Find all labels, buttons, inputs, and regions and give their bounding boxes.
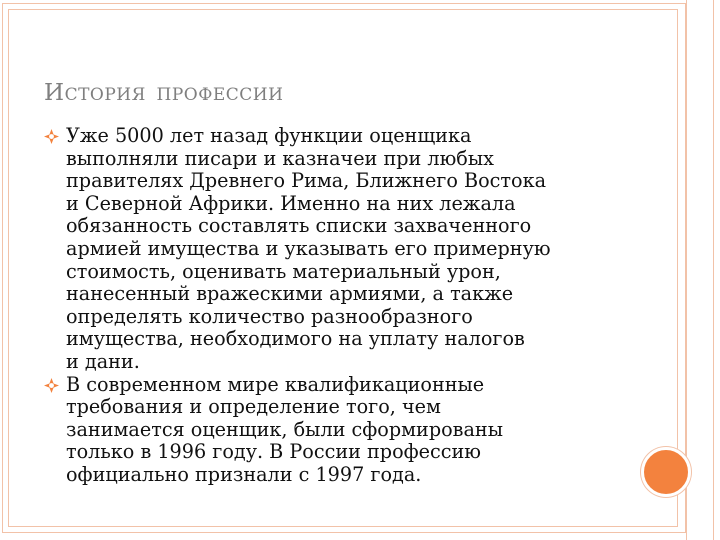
decorative-circle — [641, 447, 691, 497]
bullet-line: нанесенный вражескими армиями, а также — [66, 282, 514, 306]
bullet-line: и дани. — [66, 349, 140, 373]
four-point-star-icon — [44, 129, 59, 144]
bullet-line: только в 1996 году. В России профессию — [66, 440, 481, 464]
bullet-line: Уже 5000 лет назад функции оценщика — [66, 124, 472, 147]
bullet-line: официально признали с 1997 года. — [66, 462, 422, 486]
bullet-line: армией имущества и указывать его примерную — [66, 236, 551, 260]
bullet-line: стоимость, оценивать материальный урон, — [66, 259, 501, 283]
bullet-item — [44, 374, 624, 487]
bullet-line: обязанность составлять списки захваченного — [66, 214, 532, 238]
bullet-item — [44, 125, 624, 374]
decorative-side-band — [686, 0, 714, 540]
bullet-line: В современном мире квалификационные — [66, 372, 485, 396]
slide-title: ИСТОРИЯ ПРОФЕССИИ — [44, 80, 284, 106]
bullet-line: выполняли писари и казначеи при любых — [66, 146, 494, 170]
bullet-line: имущества, необходимого на уплату налогов — [66, 327, 525, 351]
four-point-star-icon — [44, 378, 59, 393]
bullet-line: и Северной Африки. Именно на них лежала — [66, 191, 516, 215]
bullet-line: требования и определение того, чем — [66, 395, 441, 419]
bullet-line: занимается оценщик, были сформированы — [66, 417, 503, 441]
bullet-line: определять количество разнообразного — [66, 304, 473, 328]
bullet-line: правителях Древнего Рима, Ближнего Востока — [66, 169, 547, 193]
slide-body — [44, 125, 624, 487]
